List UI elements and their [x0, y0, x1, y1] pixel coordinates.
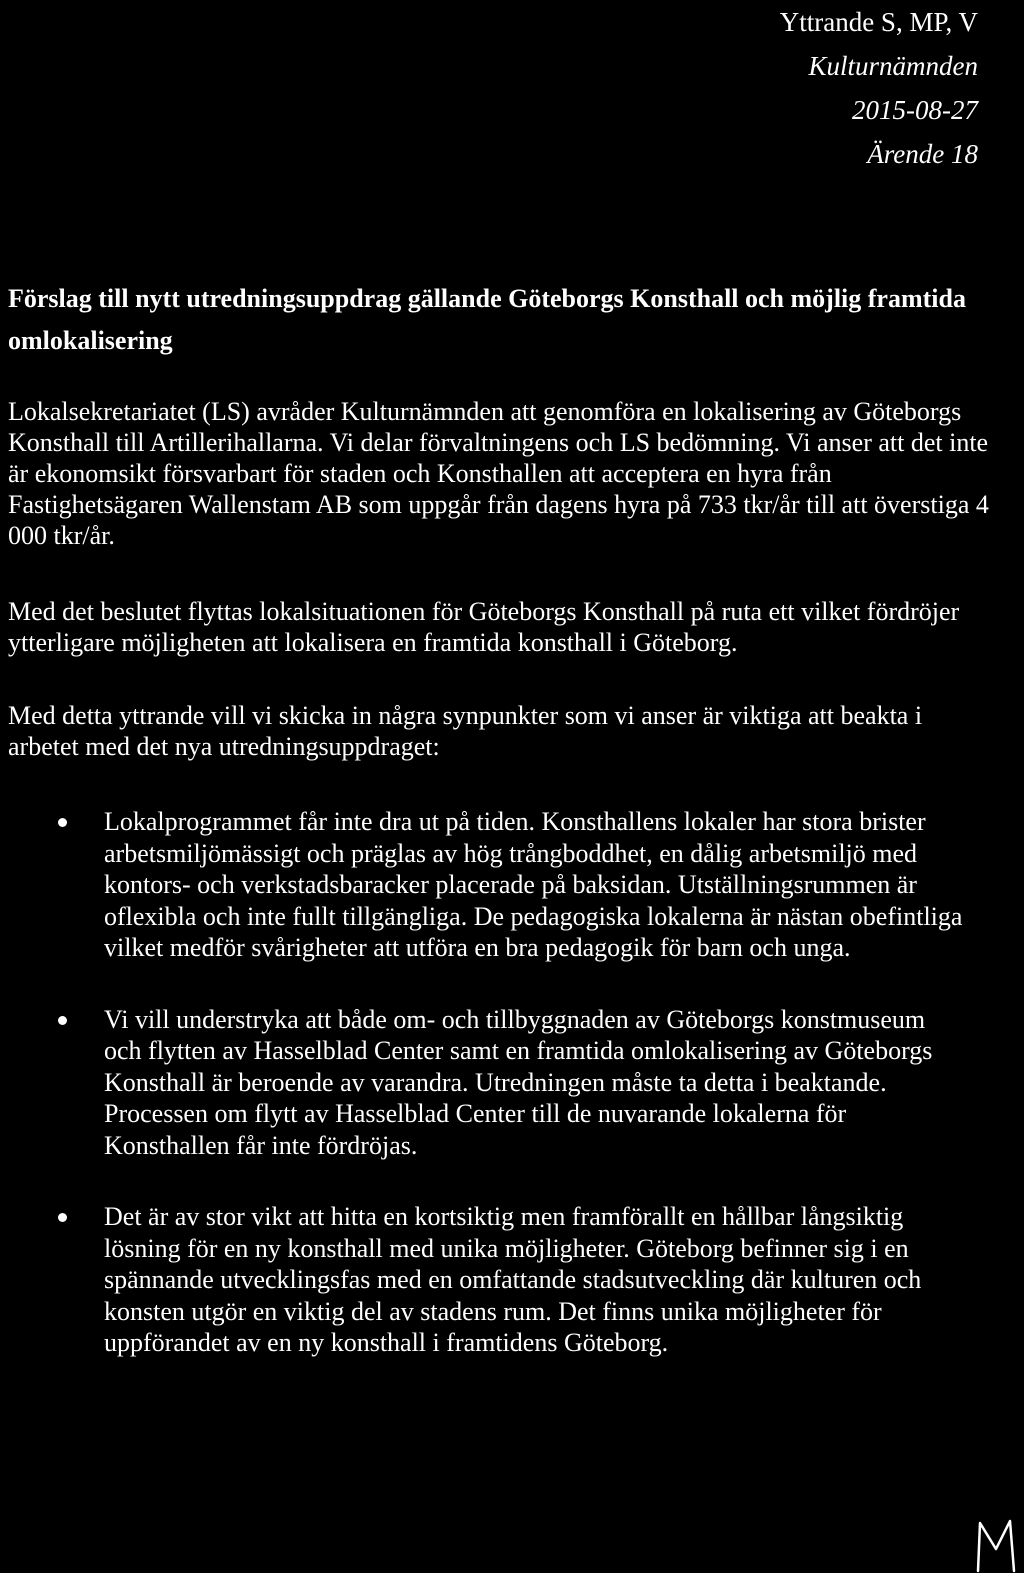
document-title: Förslag till nytt utredningsuppdrag gällande Göteborgs Konsthall och möjlig framtida omlokalisering [8, 284, 966, 355]
header-date: 2015-08-27 [852, 95, 978, 125]
bullet-text: Det är av stor vikt att hitta en kortsiktig men framförallt en hållbar långsiktig lösning för en ny konsthall med unika möjligheter. Göteborg befinner sig i en spännande utvecklingsfas med en omfattande stadsutveckling där kulturen och konsten utgör en viktig del av stadens rum. Det finns unika möjligheter för uppförandet av en ny konsthall i framtidens Göteborg. [104, 1202, 922, 1357]
header-case-number: Ärende 18 [867, 139, 978, 169]
paragraph-3: Med detta yttrande vill vi skicka in några synpunkter som vi anser är viktiga att beakta i arbetet med det nya utredningsuppdraget: [8, 701, 923, 761]
header-committee: Kulturnämnden [808, 51, 978, 81]
bullet-item [0, 1004, 964, 1162]
bullet-item [0, 1201, 964, 1359]
paragraph-2: Med det beslutet flyttas lokalsituationen för Göteborgs Konsthall på ruta ett vilket fördröjer ytterligare möjligheten att lokalisera en framtida konsthall i Göteborg. [8, 597, 960, 657]
bullet-list [0, 806, 1000, 1399]
bullet-dot-icon [58, 1016, 67, 1025]
bullet-text: Lokalprogrammet får inte dra ut på tiden. Konsthallens lokaler har stora brister arbetsmiljömässigt och präglas av hög trångboddhet, en dålig arbetsmiljö med kontors- och verkstadsbaracker placerade på baksidan. Utställningsrummen är oflexibla och inte fullt tillgängliga. De pedagogiska lokalerna är nästan obefintliga vilket medför svårigheter att utföra en bra pedagogik för barn och unga. [104, 807, 963, 962]
header-parties: Yttrande S, MP, V [779, 7, 978, 37]
bullet-dot-icon [58, 818, 67, 827]
bullet-dot-icon [58, 1213, 67, 1222]
document-header [780, 0, 978, 176]
paragraph-1: Lokalsekretariatet (LS) avråder Kulturnämnden att genomföra en lokalisering av Göteborgs Konsthall till Artillerihallarna. Vi delar förvaltningens och LS bedömning. Vi anser att det inte är ekonomsikt försvarbart för staden och Konsthallen att acceptera en hyra från Fastighetsägaren Wallenstam AB som uppgår från dagens hyra på 733 tkr/år till att överstiga 4 000 tkr/år. [8, 397, 989, 550]
bullet-item [0, 806, 964, 964]
handwritten-initials-signature [974, 1513, 1020, 1573]
bullet-text: Vi vill understryka att både om- och tillbyggnaden av Göteborgs konstmuseum och flytten av Hasselblad Center samt en framtida omlokalisering av Göteborgs Konsthall är beroende av varandra. Utredningen måste ta detta i beaktande. Processen om flytt av Hasselblad Center till de nuvarande lokalerna för Konsthallen får inte fördröjas. [104, 1004, 933, 1160]
